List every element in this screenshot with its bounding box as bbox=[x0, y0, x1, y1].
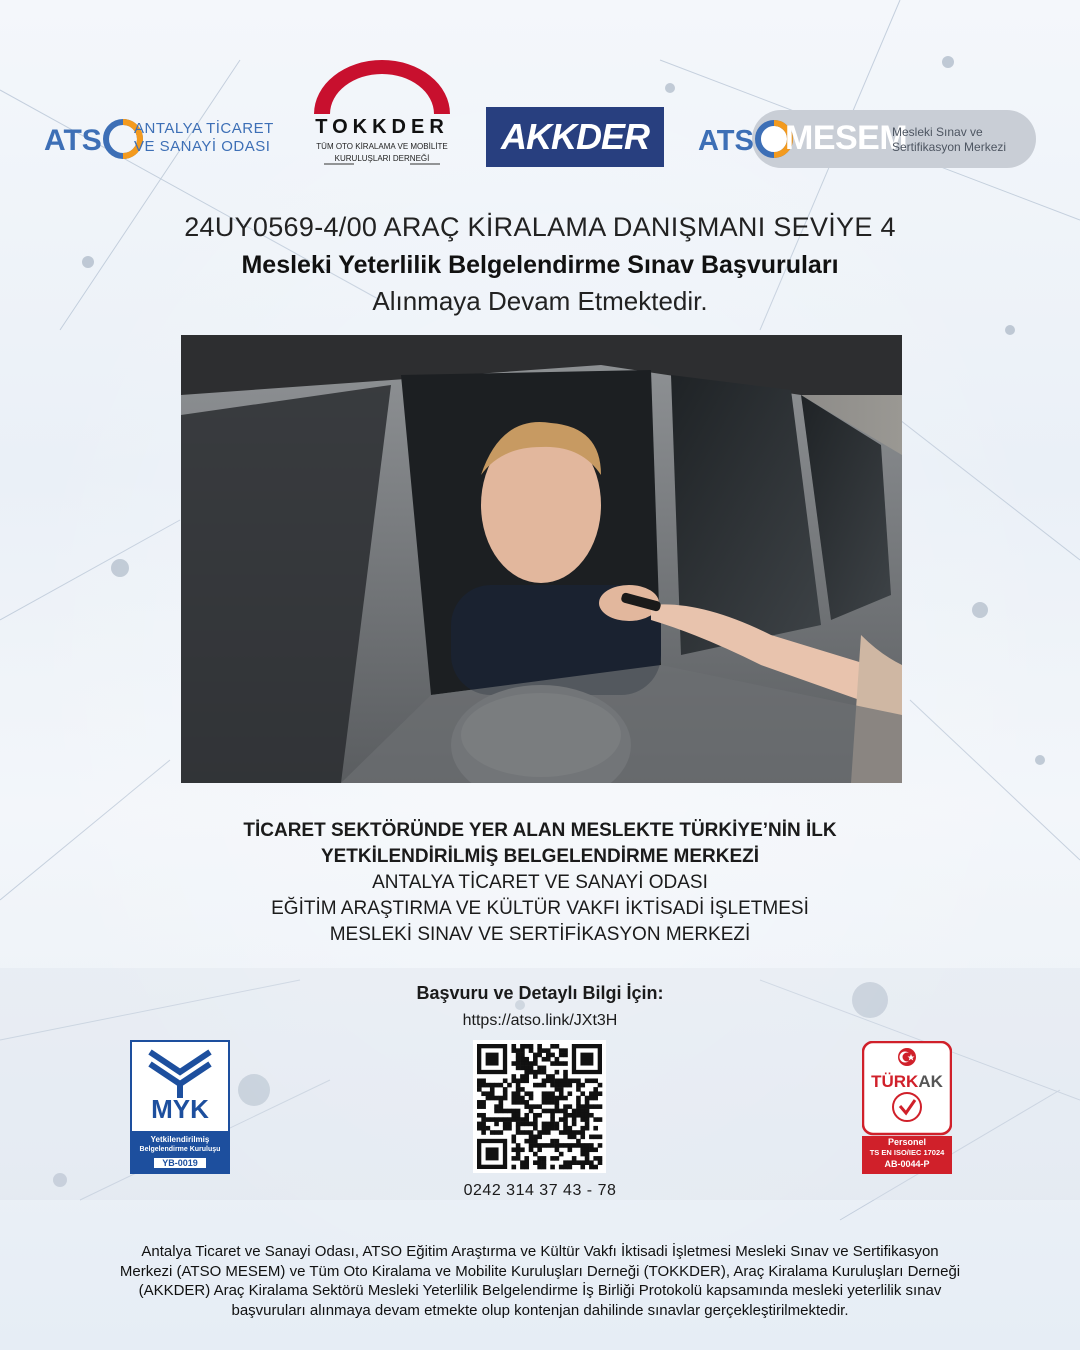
myk-code: YB-0019 bbox=[154, 1158, 206, 1168]
info-org-line2: EĞİTİM ARAŞTIRMA VE KÜLTÜR VAKFI İKTİSADİ İŞLETMESİ bbox=[271, 898, 809, 919]
footer-line2: Merkezi (ATSO MESEM) ve Tüm Oto Kiralama ve Mobilite Kuruluşları Derneği (TOKKDER), Araç Kiralama Kuruluşları Derneği bbox=[119, 1262, 961, 1280]
tokkder-logo bbox=[302, 52, 462, 172]
myk-accreditation-badge bbox=[130, 1040, 230, 1174]
info-org-line1: ANTALYA TİCARET VE SANAYİ ODASI bbox=[372, 872, 708, 893]
exam-application-heading: Mesleki Yeterlilik Belgelendirme Sınav Başvuruları bbox=[241, 251, 839, 279]
myk-line1: Yetkilendirilmiş bbox=[150, 1135, 210, 1144]
application-link[interactable]: https://atso.link/JXt3H bbox=[462, 1012, 618, 1029]
info-heading-line1: TİCARET SEKTÖRÜNDE YER ALAN MESLEKTE TÜRKİYE’NİN İLK bbox=[243, 820, 837, 841]
ongoing-status-text: Alınmaya Devam Etmektedir. bbox=[372, 286, 708, 316]
footer-line3: (AKKDER) Araç Kiralama Sektörü Mesleki Yeterlilik Belgelendirme İş Birliği Protokolü kapsamında mesleki yeterlilik sınav bbox=[138, 1282, 942, 1299]
atso-logo bbox=[44, 108, 284, 172]
turkak-line1: Personel bbox=[887, 1137, 927, 1147]
apply-info-label: Başvuru ve Detaylı Bilgi İçin: bbox=[416, 983, 664, 1003]
car-key-handover-photo bbox=[181, 335, 902, 783]
turkak-name bbox=[862, 1072, 952, 1092]
turkak-name-a: TÜRK bbox=[871, 1072, 919, 1091]
myk-name: MYK bbox=[151, 1094, 209, 1124]
footer-line4: başvuruları alınmaya devam etmekte olup kontenjan dahilinde sınavlar gerçekleştirilmektedir. bbox=[231, 1301, 849, 1319]
atso-logo-line2: VE SANAYİ ODASI bbox=[134, 138, 271, 155]
akkder-logo bbox=[486, 107, 664, 167]
tokkder-logo-sub2: KURULUŞLARI DERNEĞİ bbox=[334, 154, 430, 163]
phone-number[interactable]: 0242 314 37 43 - 78 bbox=[463, 1182, 617, 1199]
mesem-logo-sub1: Mesleki Sınav ve bbox=[892, 125, 983, 139]
turkak-line3: AB-0044-P bbox=[884, 1159, 930, 1169]
mesem-logo-sub2: Sertifikasyon Merkezi bbox=[892, 140, 1007, 154]
myk-line2: Belgelendirme Kuruluşu bbox=[139, 1146, 221, 1153]
footer-disclaimer bbox=[40, 1242, 1040, 1320]
qualification-title: 24UY0569-4/00 ARAÇ KİRALAMA DANIŞMANI SEVİYE 4 bbox=[184, 212, 896, 242]
qr-code[interactable] bbox=[473, 1040, 606, 1173]
akkder-logo-name: AKKDER bbox=[500, 116, 649, 157]
atso-logo-line1: ANTALYA TİCARET bbox=[134, 120, 274, 137]
info-org-line3: MESLEKİ SINAV VE SERTİFİKASYON MERKEZİ bbox=[329, 924, 751, 945]
atso-mesem-logo bbox=[696, 109, 1036, 169]
svg-text:ATS: ATS bbox=[44, 124, 102, 157]
footer-line1: Antalya Ticaret ve Sanayi Odası, ATSO Eğitim Araştırma ve Kültür Vakfı İktisadi İşletmesi Mesleki Sınav ve Sertifikasyon bbox=[141, 1243, 939, 1260]
svg-text:ATS: ATS bbox=[698, 125, 754, 157]
mesem-logo-name: MESEM bbox=[785, 119, 908, 157]
turkak-line2: TS EN ISO/IEC 17024 bbox=[869, 1148, 945, 1157]
info-heading-line2: YETKİLENDİRİLMİŞ BELGELENDİRME MERKEZİ bbox=[320, 846, 760, 867]
tokkder-logo-name: TOKKDER bbox=[315, 116, 449, 138]
tokkder-logo-sub1: TÜM OTO KİRALAMA VE MOBİLİTE bbox=[316, 142, 448, 151]
turkak-name-b: AK bbox=[918, 1072, 943, 1091]
turkak-accreditation-badge bbox=[862, 1041, 952, 1174]
